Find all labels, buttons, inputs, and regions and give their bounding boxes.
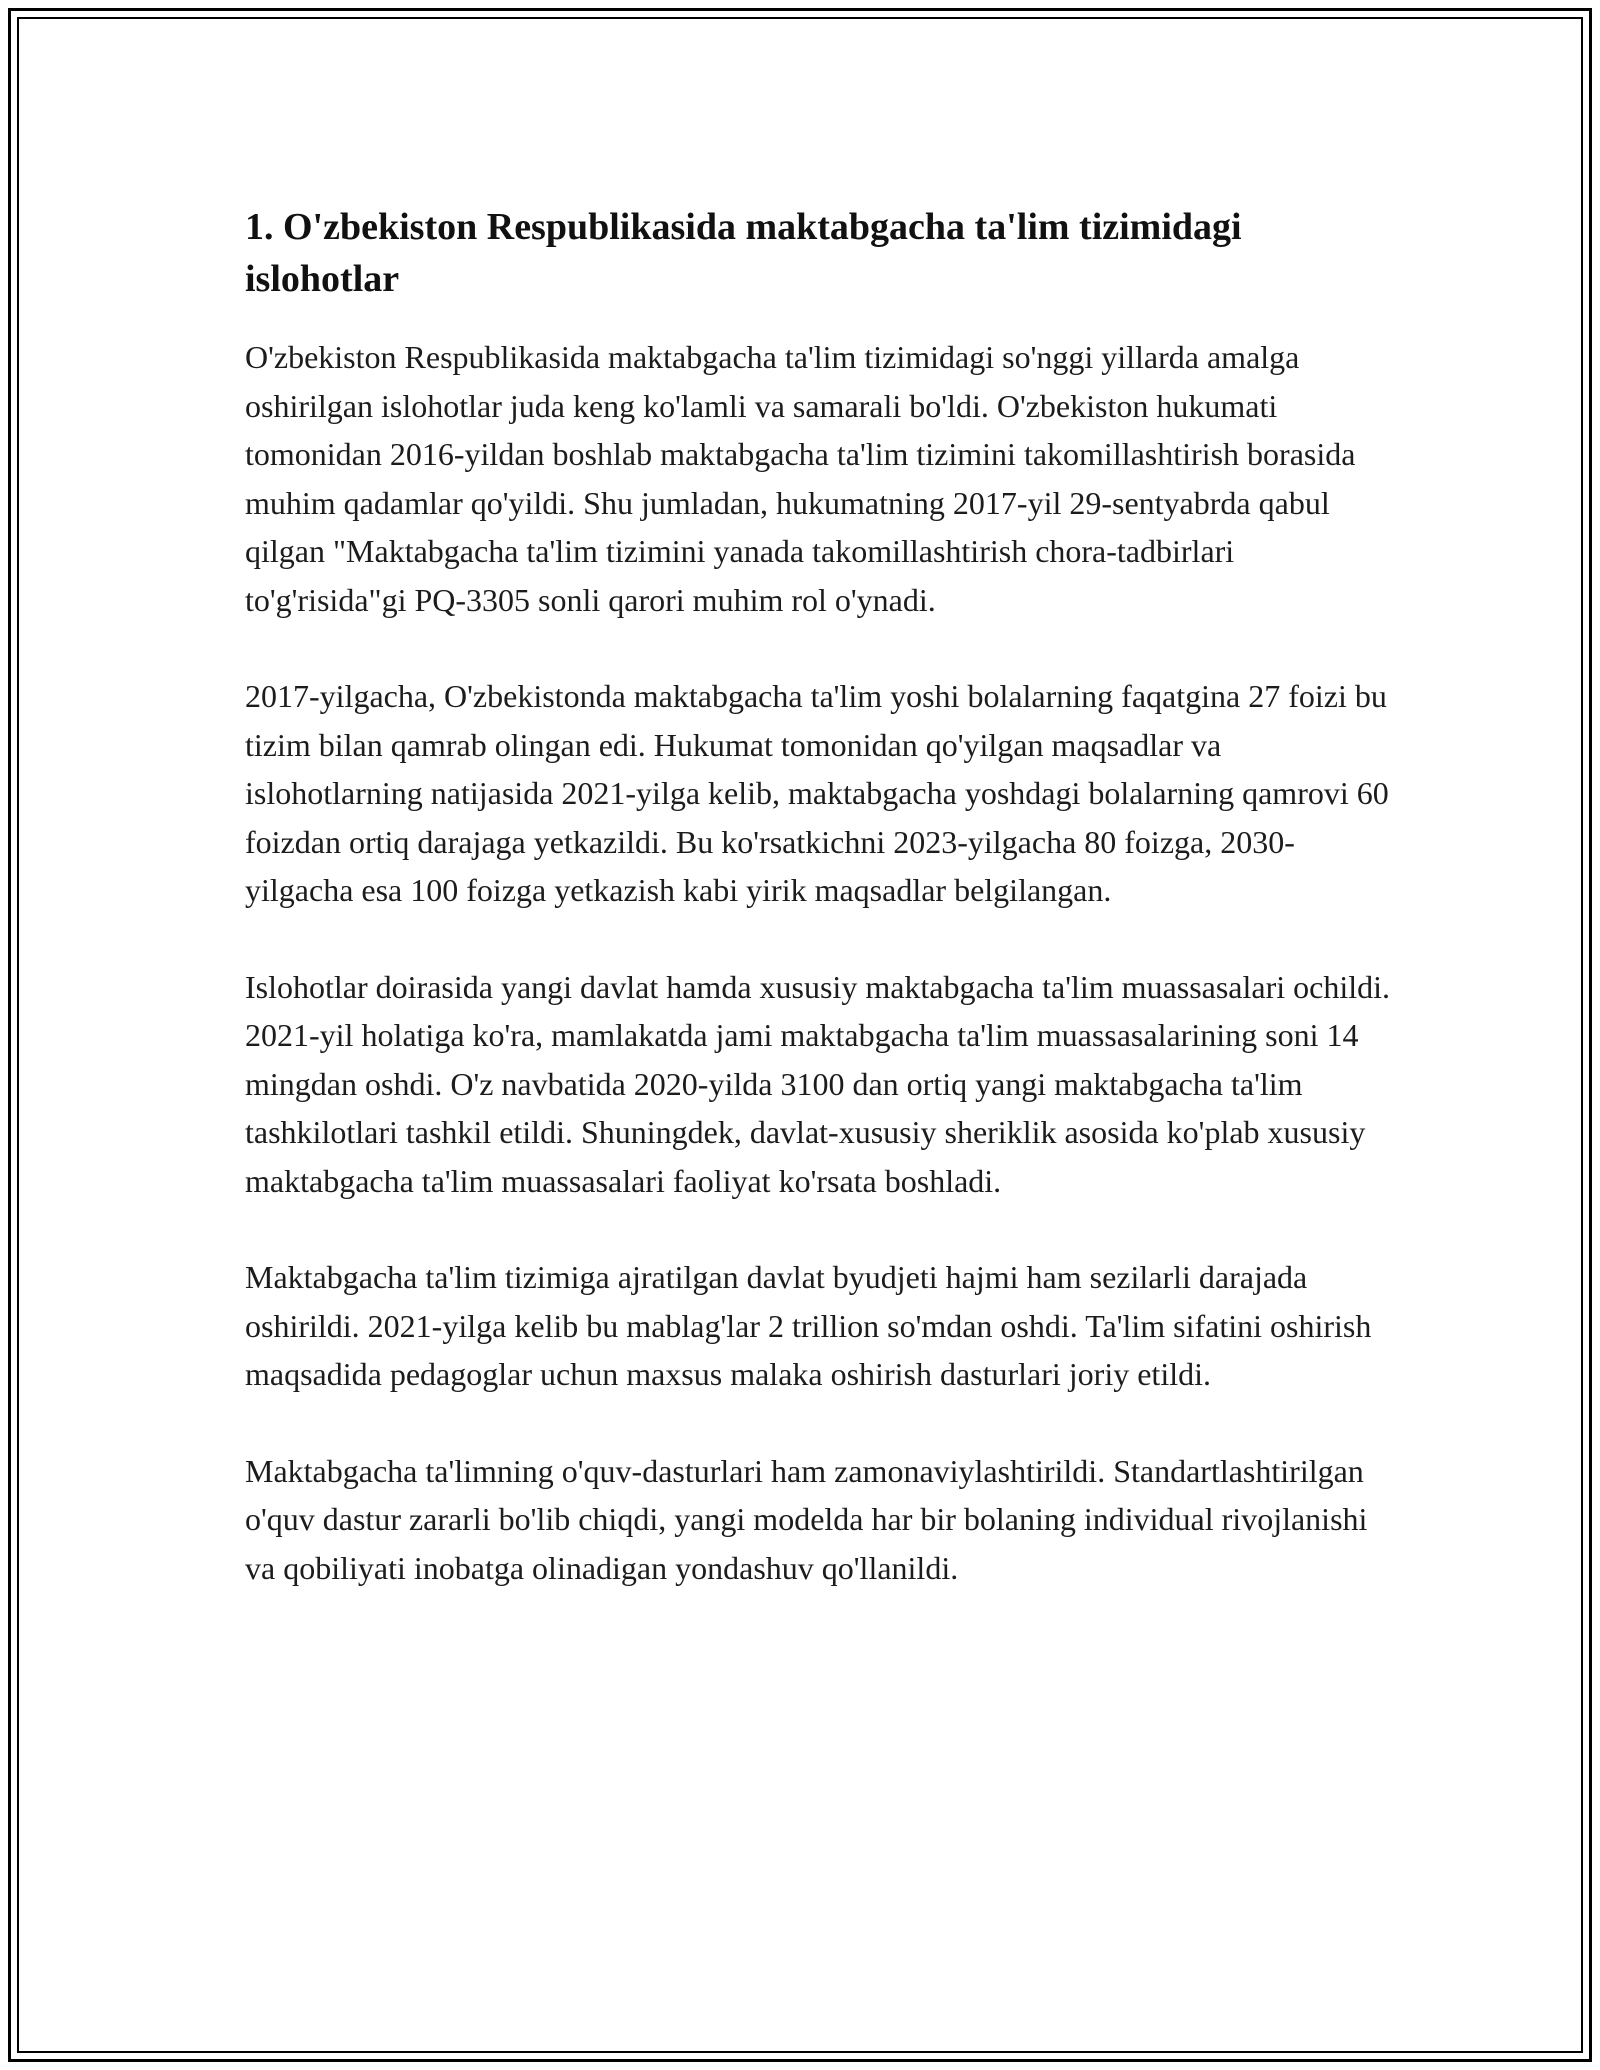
- paragraph-1: O'zbekiston Respublikasida maktabgacha ta'lim tizimidagi so'nggi yillarda amalga oshirilgan islohotlar juda keng ko'lamli va samarali bo'ldi. O'zbekiston hukumati tomonidan 2016-yildan boshlab maktabgacha ta'lim tizimini takomillashtirish borasida muhim qadamlar qo'yildi. Shu jumladan, hukumatning 2017-yil 29-sentyabrda qabul qilgan "Maktabgacha ta'lim tizimini yanada takomillashtirish chora-tadbirlari to'g'risida"gi PQ-3305 sonli qarori muhim rol o'ynadi.: [245, 339, 1356, 618]
- paragraph-3: Islohotlar doirasida yangi davlat hamda xususiy maktabgacha ta'lim muassasalari ochildi. 2021-yil holatiga ko'ra, mamlakatda jami maktabgacha ta'lim muassasalarining soni 14 mingdan oshdi. O'z navbatida 2020-yilda 3100 dan ortiq yangi maktabgacha ta'lim tashkilotlari tashkil etildi. Shuningdek, davlat-xususiy sheriklik asosida ko'plab xususiy maktabgacha ta'lim muassasalari faoliyat ko'rsata boshladi.: [245, 968, 1391, 1199]
- document-title: 1. O'zbekiston Respublikasida maktabgacha ta'lim tizimidagi islohotlar: [245, 206, 1242, 300]
- page-border-inner: [17, 17, 1583, 2053]
- paragraph-2: 2017-yilgacha, O'zbekistonda maktabgacha ta'lim yoshi bolalarning faqatgina 27 foizi bu tizim bilan qamrab olingan edi. Hukumat tomonidan qo'yilgan maqsadlar va islohotlarning natijasida 2021-yilga kelib, maktabgacha yoshdagi bolalarning qamrovi 60 foizdan ortiq darajaga yetkazildi. Bu ko'rsatkichni 2023-yilgacha 80 foizga, 2030-yilgacha esa 100 foizga yetkazish kabi yirik maqsadlar belgilangan.: [245, 678, 1389, 908]
- page-border-outer: [8, 8, 1592, 2062]
- document-body: [245, 201, 1395, 1640]
- paragraph-5: Maktabgacha ta'limning o'quv-dasturlari ham zamonaviylashtirildi. Standartlashtirilgan o'quv dastur zararli bo'lib chiqdi, yangi modelda har bir bolaning individual rivojlanishi va qobiliyati inobatga olinadigan yondashuv qo'llanildi.: [245, 1452, 1368, 1586]
- paragraph-4: Maktabgacha ta'lim tizimiga ajratilgan davlat byudjeti hajmi ham sezilarli darajada oshirildi. 2021-yilga kelib bu mablag'lar 2 trillion so'mdan oshdi. Ta'lim sifatini oshirish maqsadida pedagoglar uchun maxsus malaka oshirish dasturlari joriy etildi.: [245, 1259, 1372, 1392]
